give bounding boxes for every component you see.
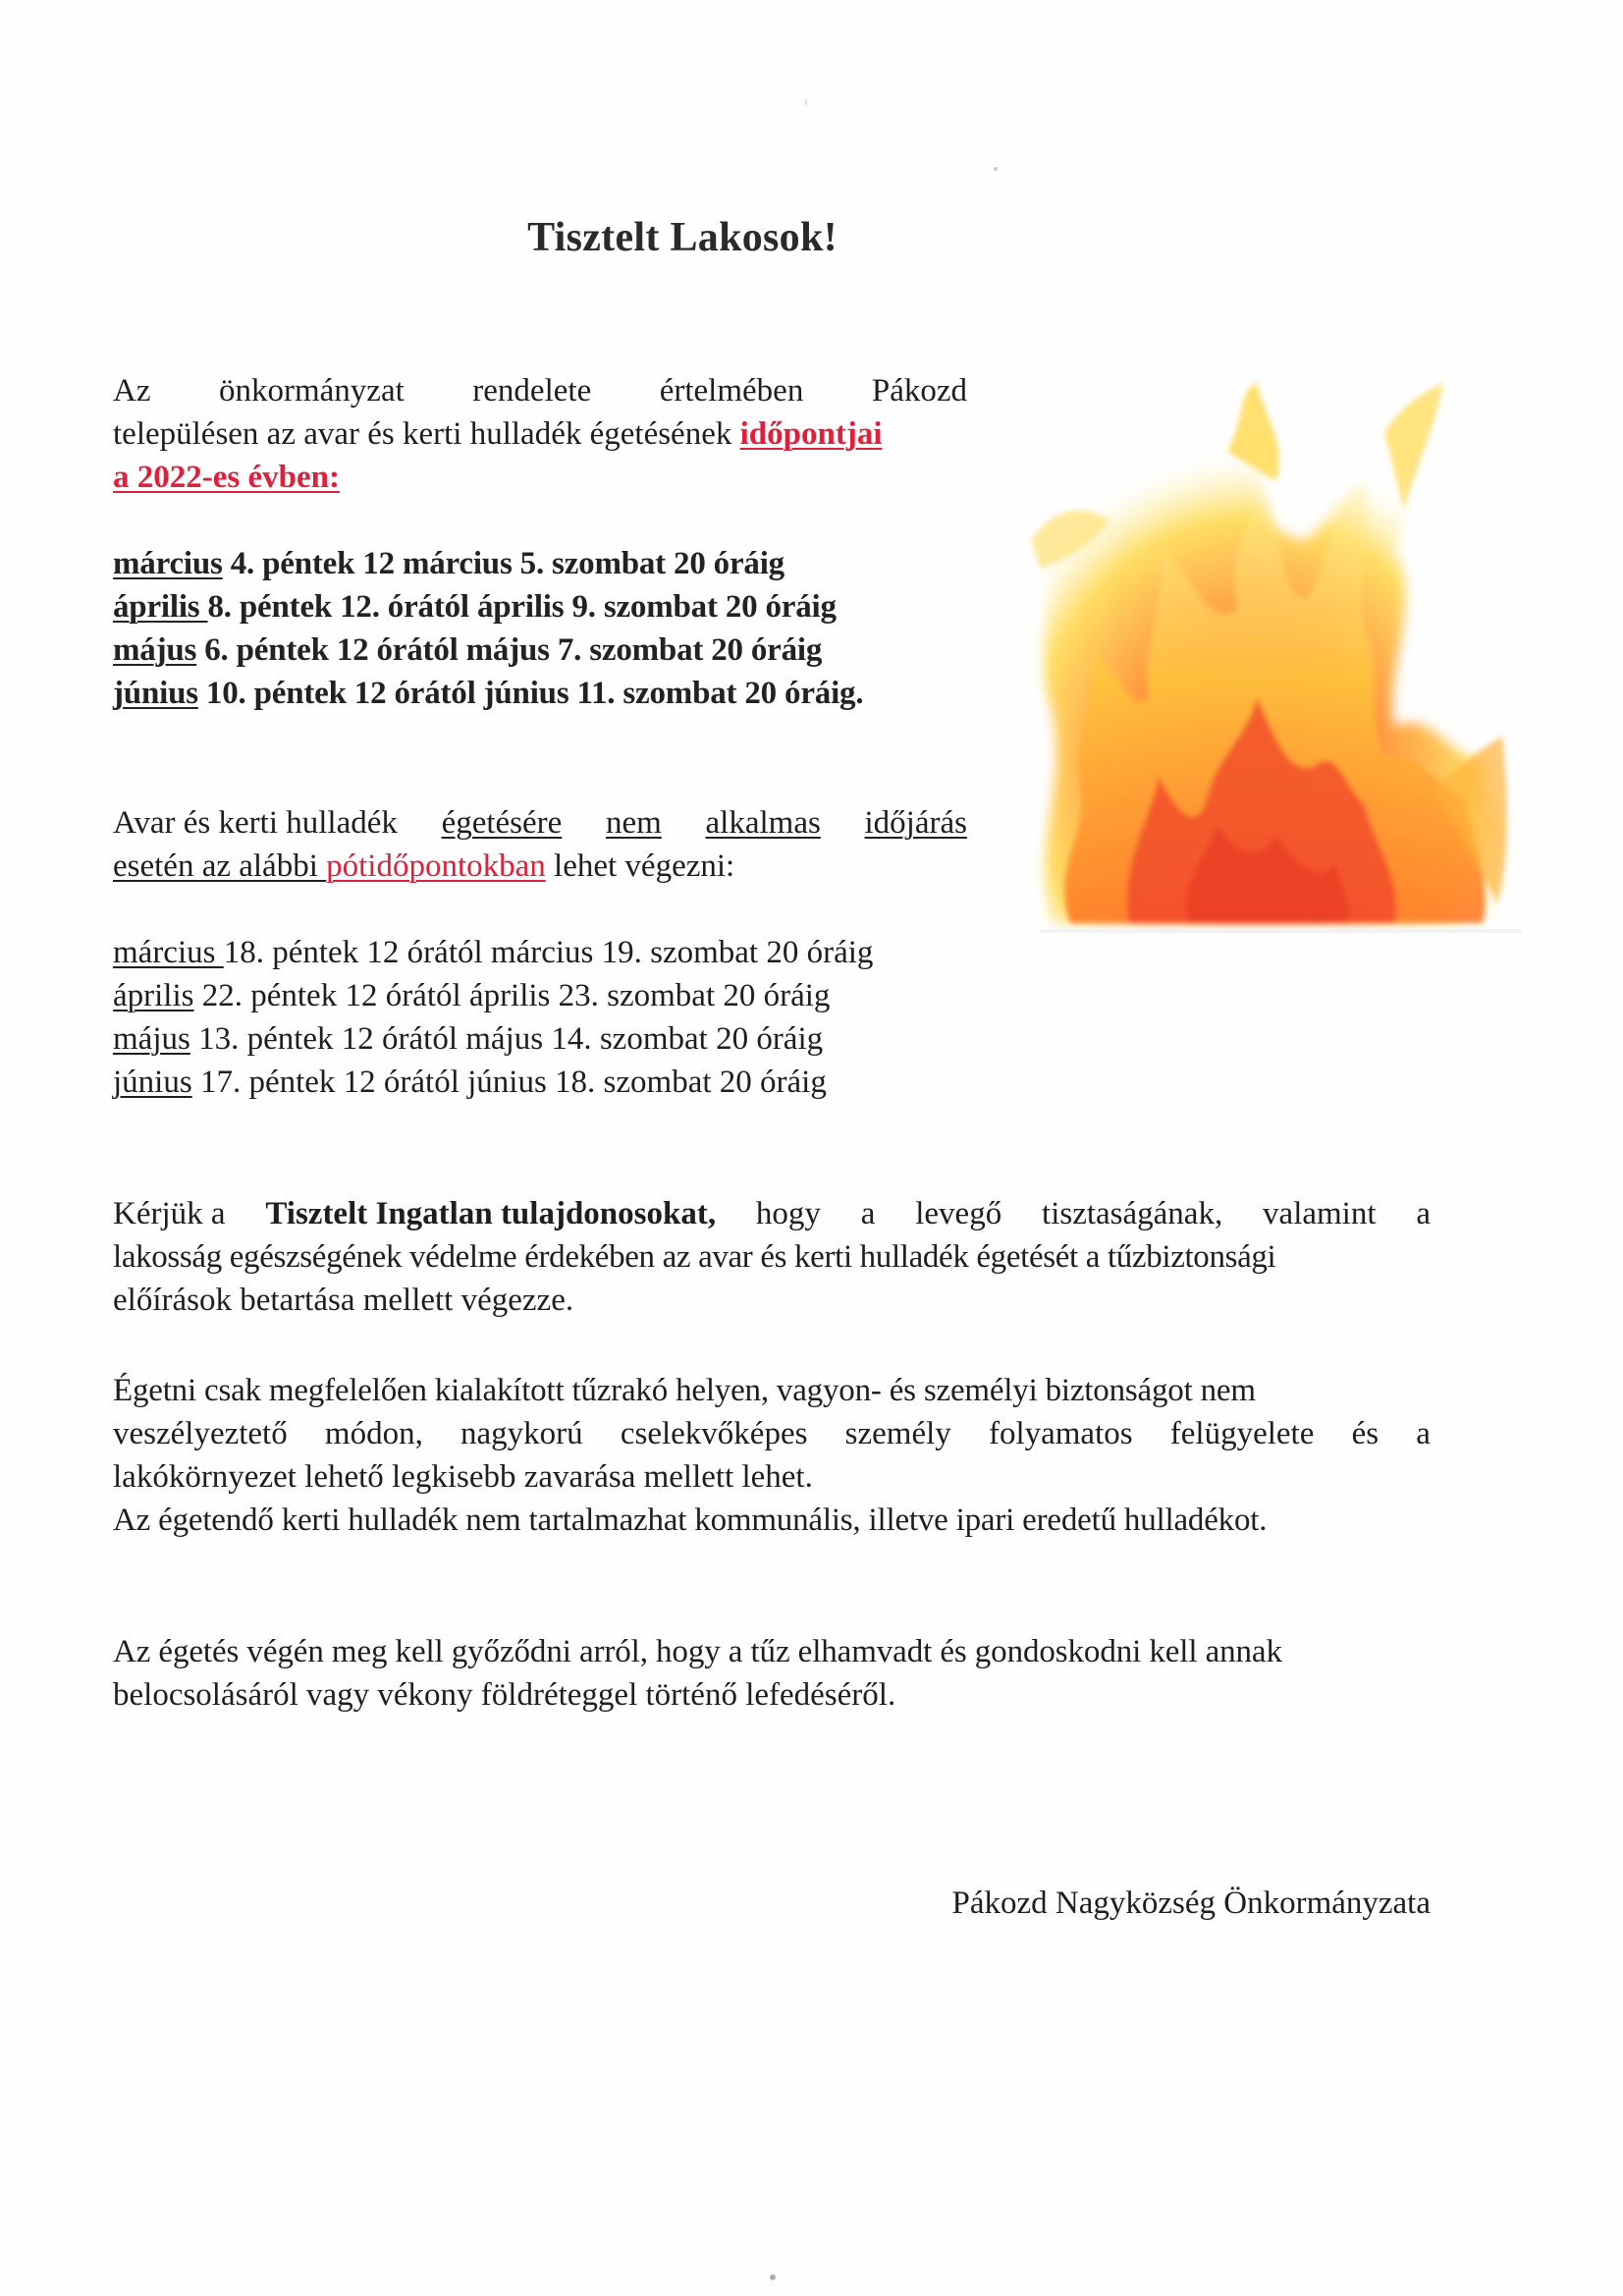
request-line-1 — [113, 1192, 1431, 1235]
paragraph-word: a — [1416, 1196, 1431, 1231]
intro-paragraph — [113, 369, 967, 499]
alt-schedule-row — [113, 1017, 997, 1061]
rules-paragraph — [113, 1369, 1431, 1542]
alt-intro-underlined: esetén az alábbi — [113, 848, 327, 884]
alt-schedule-row — [113, 974, 997, 1017]
alt-schedule-row — [113, 931, 997, 974]
rules-line-3: lakókörnyezet lehető legkisebb zavarása mellett lehet. — [113, 1459, 813, 1495]
paragraph-word: felügyelete — [1169, 1416, 1315, 1451]
schedule-text: 4. péntek 12 március 5. szombat 20 óráig — [222, 546, 784, 581]
paragraph-word: veszélyeztető — [113, 1416, 288, 1451]
intro-word: önkormányzat — [219, 373, 405, 409]
scan-speck — [770, 2274, 776, 2280]
paragraph-text: Kérjük a — [113, 1196, 226, 1231]
alt-intro-underlined: nem — [606, 805, 662, 841]
paragraph-word: személy — [844, 1416, 951, 1451]
alt-intro-underlined: égetésére — [441, 805, 563, 841]
intro-text: településen az avar és kerti hulladék égetésének — [113, 416, 740, 452]
alt-schedule-month: június — [113, 1065, 192, 1100]
alternative-dates-intro — [113, 801, 967, 888]
schedule-month: május — [113, 632, 197, 668]
burning-schedule — [113, 542, 997, 715]
signature: Pákozd Nagyközség Önkormányzata — [951, 1886, 1431, 1921]
schedule-text: 10. péntek 12 órától június 11. szombat 20 óráig. — [197, 676, 864, 711]
extinguish-line-2: belocsolásáról vagy vékony földréteggel történő lefedéséről. — [113, 1677, 896, 1713]
alt-schedule-text: 13. péntek 12 órától május 14. szombat 20 óráig — [189, 1021, 824, 1057]
alt-schedule-month: április — [113, 978, 194, 1013]
alt-intro-text: Avar és kerti hulladék — [113, 805, 398, 841]
paragraph-word: tisztaságának, — [1042, 1196, 1223, 1231]
alt-intro-underlined: alkalmas — [705, 805, 821, 841]
alt-schedule-row — [113, 1061, 997, 1104]
alt-intro-line-2 — [113, 845, 967, 888]
alt-intro-line-1 — [113, 801, 967, 845]
alt-schedule-text: 18. péntek 12 órától március 19. szombat 20 óráig — [223, 935, 874, 970]
rules-line-1: Égetni csak megfelelően kialakított tűzrakó helyen, vagyon- és személyi biztonságot nem — [113, 1373, 1256, 1408]
flame-baseline — [1041, 929, 1522, 933]
highlight-alt-dates-label: pótidőpontokban — [326, 848, 546, 884]
schedule-month: március — [113, 546, 223, 581]
alt-intro-text: lehet végezni: — [545, 848, 735, 884]
paragraph-word: hogy — [755, 1196, 821, 1231]
schedule-text: 8. péntek 12. órától április 9. szombat 20 óráig — [207, 589, 837, 625]
schedule-row — [113, 672, 997, 715]
schedule-text: 6. péntek 12 órától május 7. szombat 20 óráig — [196, 632, 823, 668]
paragraph-word: folyamatos — [988, 1416, 1133, 1451]
rules-line-4: Az égetendő kerti hulladék nem tartalmazhat kommunális, illetve ipari eredetű hulladékot. — [113, 1503, 1268, 1538]
paragraph-word: a — [1416, 1416, 1431, 1451]
request-line-3: előírások betartása mellett végezze. — [113, 1283, 574, 1318]
intro-word: Az — [113, 373, 151, 409]
page-title: Tisztelt Lakosok! — [527, 215, 838, 260]
extinguish-line-1: Az égetés végén meg kell győződni arról, hogy a tűz elhamvadt és gondoskodni kell annak — [113, 1634, 1282, 1669]
intro-word: Pákozd — [871, 373, 967, 409]
fire-illustration — [1011, 373, 1542, 943]
paragraph-word: nagykorú — [460, 1416, 583, 1451]
schedule-month: április — [113, 589, 208, 625]
highlight-year-label: a 2022-es évben: — [113, 460, 340, 495]
addressee-bold: Tisztelt Ingatlan tulajdonosokat, — [265, 1196, 717, 1231]
paragraph-word: cselekvőképes — [620, 1416, 808, 1451]
rules-line-2 — [113, 1412, 1431, 1455]
alt-schedule-month: március — [113, 935, 224, 970]
alt-schedule-month: május — [113, 1021, 190, 1057]
highlight-dates-label: időpontjai — [739, 416, 883, 452]
request-line-2: lakosság egészségének védelme érdekében az avar és kerti hulladék égetését a tűzbiztonsági — [113, 1239, 1276, 1275]
extinguish-paragraph — [113, 1630, 1431, 1717]
alt-intro-underlined: időjárás — [864, 805, 967, 841]
request-paragraph — [113, 1192, 1431, 1322]
intro-word: rendelete — [472, 373, 592, 409]
paragraph-word: és — [1351, 1416, 1380, 1451]
intro-line-1 — [113, 369, 967, 412]
schedule-row — [113, 542, 997, 585]
scan-speck — [994, 167, 998, 171]
schedule-row — [113, 629, 997, 672]
alt-schedule-text: 17. péntek 12 órától június 18. szombat 20 óráig — [191, 1065, 827, 1100]
paragraph-word: a — [860, 1196, 876, 1231]
paragraph-word: valamint — [1263, 1196, 1377, 1231]
paragraph-word: levegő — [915, 1196, 1002, 1231]
schedule-row — [113, 585, 997, 629]
alt-schedule-text: 22. péntek 12 órától április 23. szombat 20 óráig — [193, 978, 831, 1013]
paragraph-word: módon, — [324, 1416, 423, 1451]
intro-word: értelmében — [659, 373, 804, 409]
alternative-schedule — [113, 931, 997, 1104]
intro-line-3 — [113, 456, 967, 499]
intro-line-2 — [113, 412, 967, 456]
scan-speck — [805, 98, 807, 106]
schedule-month: június — [113, 676, 198, 711]
